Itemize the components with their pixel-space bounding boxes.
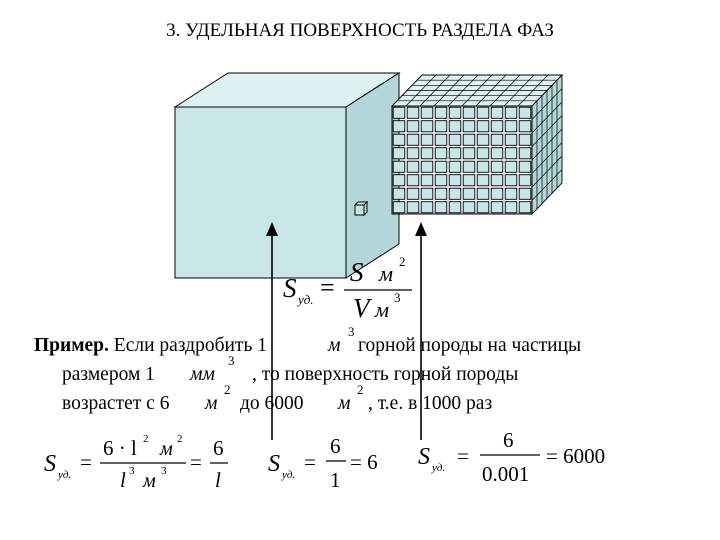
formula-right-num: 6 [503,428,514,452]
page-title: 3. УДЕЛЬНАЯ ПОВЕРХНОСТЬ РАЗДЕЛА ФАЗ [166,20,554,41]
formula-main-den-unit: м [375,297,390,322]
formula-left-num-unit: м [160,438,173,460]
formula-mid-den: 1 [330,468,341,492]
example-line3-unit: м [205,393,218,414]
example-line1-unit: м [328,335,341,356]
formula-main-num: S [350,257,364,287]
formula-left-den-unit: м [143,470,156,492]
formula-main-num-unit: м [379,261,394,286]
formula-mid-eq: = [304,450,316,474]
example-line2-a: размером 1 [62,364,155,385]
formula-mid [268,434,378,492]
formula-left-num: 6 · l [103,436,137,460]
formula-left-den-exp: 3 [129,465,135,477]
formula-left-lhs-sub: уд. [58,469,72,481]
formula-main-num-exp: 2 [399,254,406,269]
formula-left-num-exp: 2 [143,433,149,445]
formula-left-eq2: = [190,450,202,474]
formula-mid-lhs-sub: уд. [282,469,296,481]
formula-left-num-unit-exp: 2 [177,433,183,445]
example-line1-b: горной породы на частицы [358,335,582,356]
formula-right-lhs: S [418,444,430,470]
formula-left-lhs: S [44,451,56,477]
example-line3-a: возрастет с 6 [62,393,170,414]
example-line1-exp: 3 [348,324,355,339]
formula-main-lhs-sub: уд. [298,292,314,307]
formula-left [44,433,228,492]
example-line2-b: , то поверхность горной породы [252,364,519,385]
formula-main-den-exp: 3 [394,290,401,305]
formula-mid-lhs: S [268,451,280,477]
formula-left-frac2-den: l [215,468,221,492]
formula-right-den: 0.001 [482,462,530,486]
formula-left-den: l [120,468,126,492]
example-line2-unit: мм [190,364,215,385]
formula-main-lhs: S [283,273,297,303]
example-line2-exp: 3 [228,353,235,368]
example-line3-b: до 6000 [240,393,304,414]
formula-main-eq: = [320,273,335,302]
formula-mid-num: 6 [330,434,341,458]
formula-left-frac2-num: 6 [213,436,224,460]
example-lead: Пример. [34,335,109,356]
example-line3-exp2: 2 [357,382,364,397]
formula-left-eq1: = [80,450,92,474]
example-line3-exp: 2 [224,382,231,397]
formula-right-result: = 6000 [546,444,606,468]
formula-right-eq: = [457,444,469,468]
formula-mid-result: = 6 [350,450,378,474]
formula-main-den: V [353,293,370,323]
example-line1-a: Если раздробить 1 [113,335,267,356]
example-line3-c: , т.е. в 1000 раз [368,393,493,414]
formula-right [418,428,605,486]
formula-right-lhs-sub: уд. [432,462,446,474]
example-line3-unit2: м [338,393,351,414]
formula-left-den-unit-exp: 3 [161,465,167,477]
